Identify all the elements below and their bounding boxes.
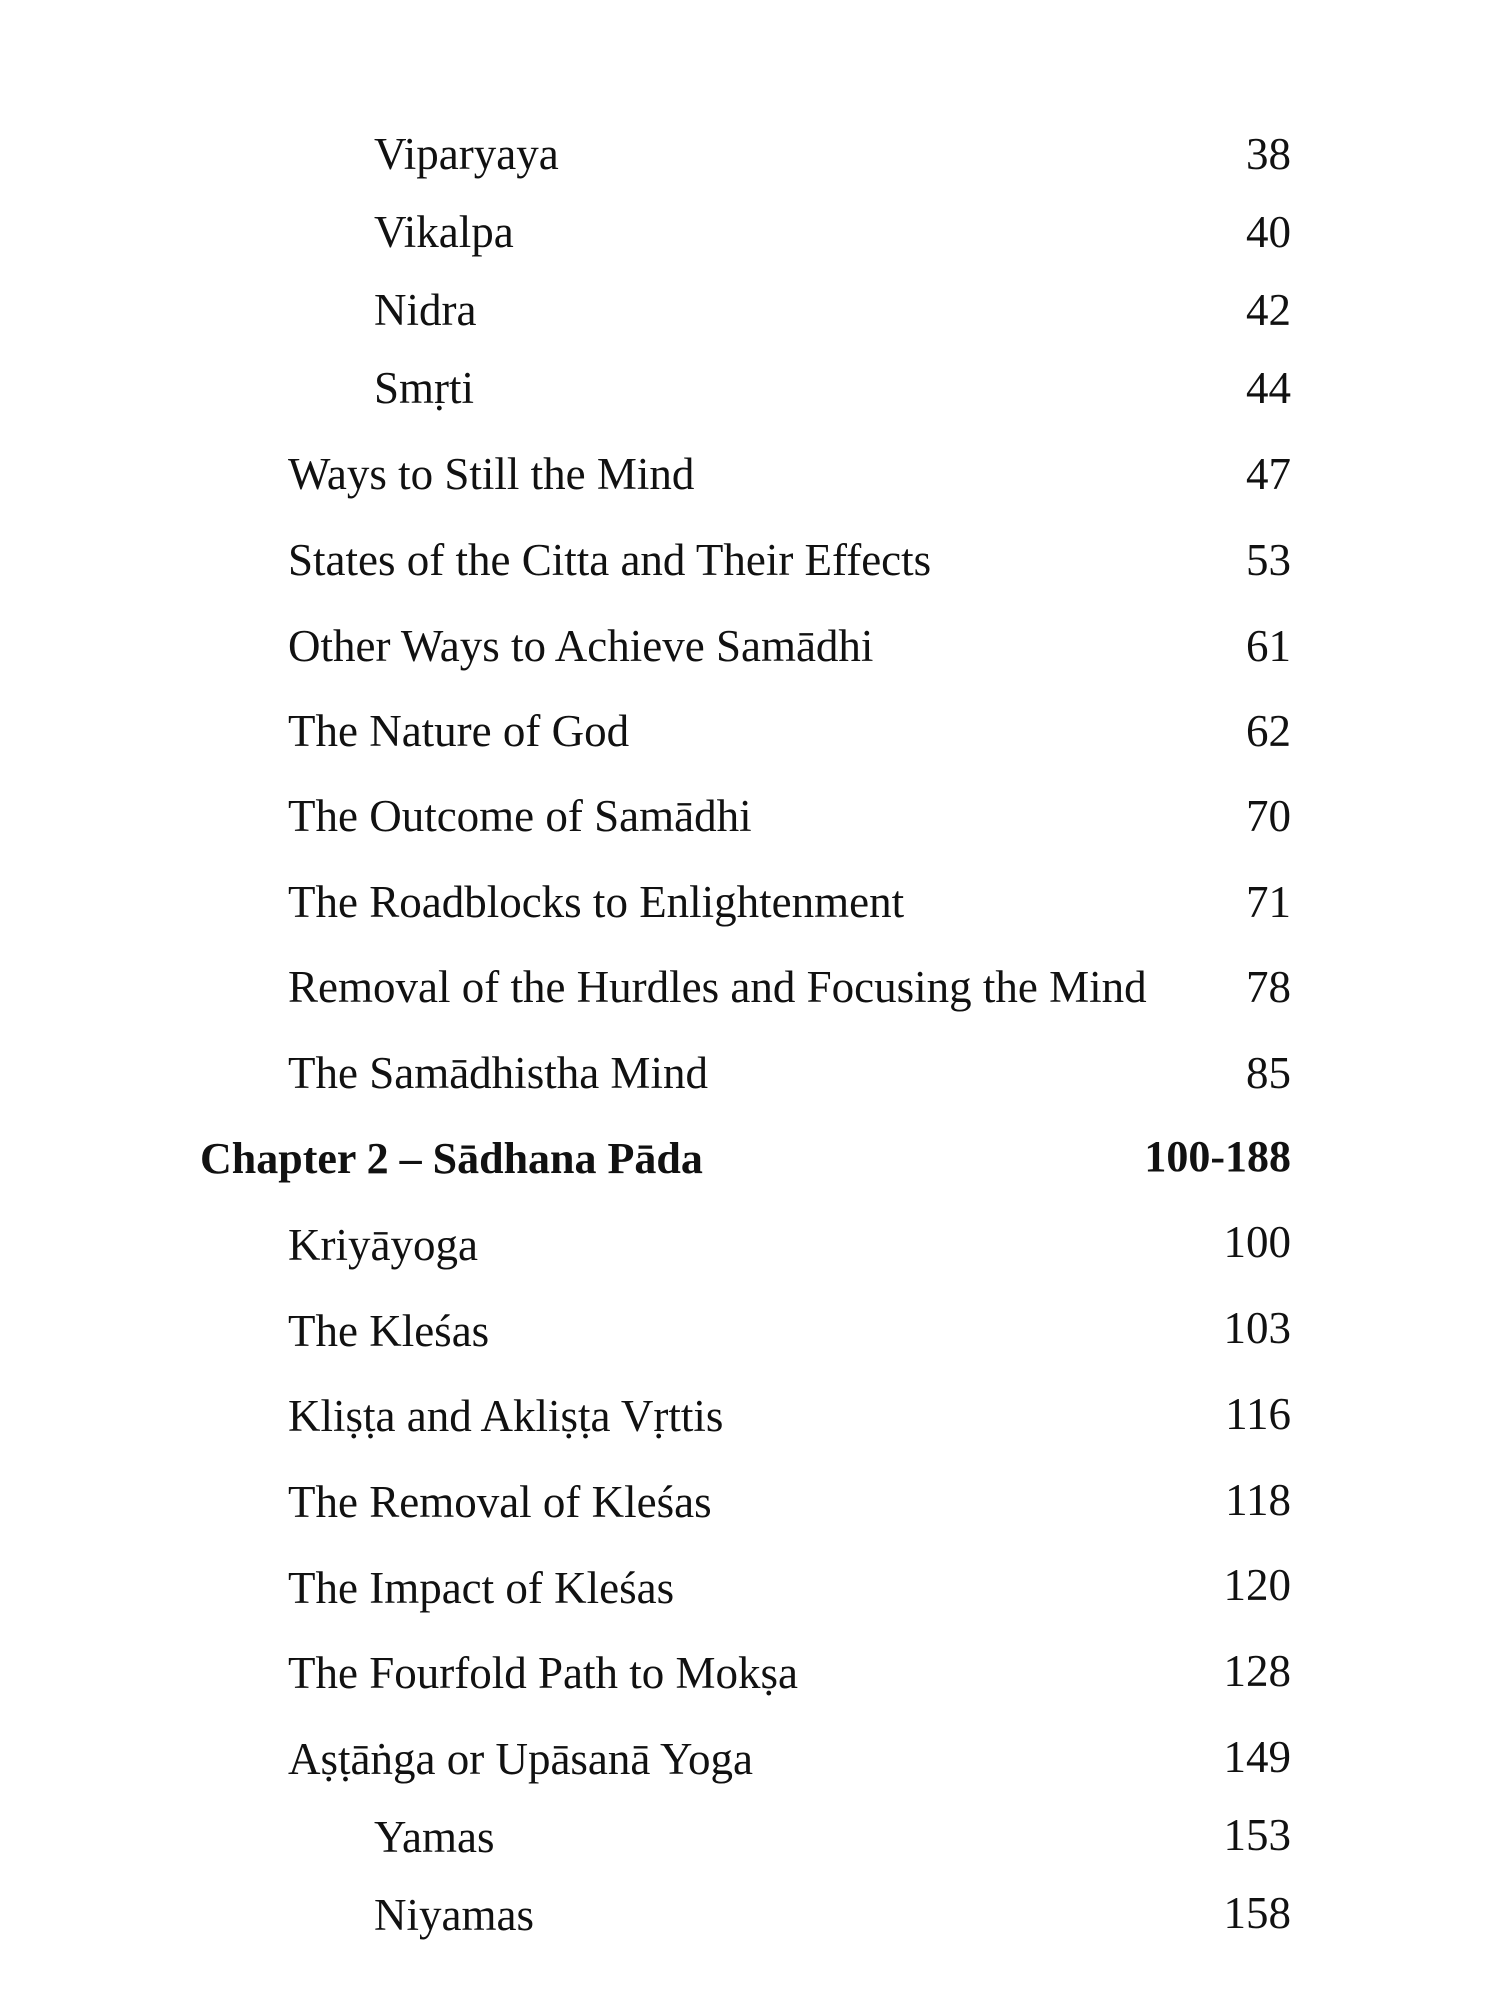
toc-entry-title: Niyamas — [374, 1890, 534, 1940]
toc-entry-page: 62 — [1246, 706, 1291, 756]
toc-entry-page: 53 — [1246, 535, 1291, 585]
toc-entry-title: The Fourfold Path to Mokṣa — [288, 1648, 798, 1698]
toc-entry-page: 158 — [1223, 1888, 1291, 1938]
toc-entry-page: 153 — [1223, 1810, 1291, 1860]
toc-entry-page: 44 — [1246, 363, 1291, 413]
toc-entry-page: 118 — [1225, 1475, 1291, 1525]
chapter-heading: Chapter 2 – Sādhana Pāda — [200, 1134, 703, 1183]
toc-entry-title: The Outcome of Samādhi — [288, 791, 752, 841]
toc-entry-page: 100 — [1223, 1217, 1291, 1267]
toc-entry-title: Removal of the Hurdles and Focusing the Mind — [288, 962, 1147, 1012]
toc-entry-title: Kriyāyoga — [288, 1220, 478, 1270]
toc-entry-title: Aṣṭāṅga or Upāsanā Yoga — [288, 1734, 753, 1784]
toc-entry-title: Kliṣṭa and Akliṣṭa Vṛttis — [288, 1391, 724, 1441]
toc-entry-title: The Impact of Kleśas — [288, 1563, 675, 1613]
toc-entry-title: Ways to Still the Mind — [288, 449, 695, 499]
toc-entry-title: The Roadblocks to Enlightenment — [288, 877, 905, 927]
toc-entry-title: Viparyaya — [374, 129, 559, 179]
toc-entry-page: 61 — [1246, 621, 1291, 671]
toc-entry-page: 40 — [1246, 207, 1291, 257]
toc-entry-title: The Kleśas — [288, 1306, 490, 1356]
toc-entry-title: Nidra — [374, 285, 477, 335]
toc-entry-title: Vikalpa — [374, 207, 514, 257]
toc-entry-page: 116 — [1225, 1389, 1291, 1439]
toc-entry-page: 149 — [1223, 1732, 1291, 1782]
toc-entry-page: 85 — [1246, 1048, 1291, 1098]
toc-entry-page: 103 — [1223, 1303, 1291, 1353]
toc-entry-title: The Nature of God — [288, 706, 630, 756]
toc-entry-page: 47 — [1246, 449, 1291, 499]
chapter-page-range: 100-188 — [1144, 1132, 1291, 1181]
toc-entry-page: 70 — [1246, 791, 1291, 841]
toc-entry-page: 42 — [1246, 285, 1291, 335]
toc-entry-title: The Removal of Kleśas — [288, 1477, 712, 1527]
toc-entry-page: 38 — [1246, 129, 1291, 179]
toc-entry-title: Other Ways to Achieve Samādhi — [288, 621, 874, 671]
toc-entry-page: 128 — [1223, 1646, 1291, 1696]
toc-entry-title: Yamas — [374, 1812, 495, 1862]
toc-entry-title: States of the Citta and Their Effects — [288, 535, 932, 585]
toc-entry-page: 78 — [1246, 962, 1291, 1012]
toc-entry-title: The Samādhistha Mind — [288, 1048, 708, 1098]
toc-entry-title: Smṛti — [374, 363, 475, 413]
toc-entry-page: 120 — [1223, 1560, 1291, 1610]
toc-entry-page: 71 — [1246, 877, 1291, 927]
